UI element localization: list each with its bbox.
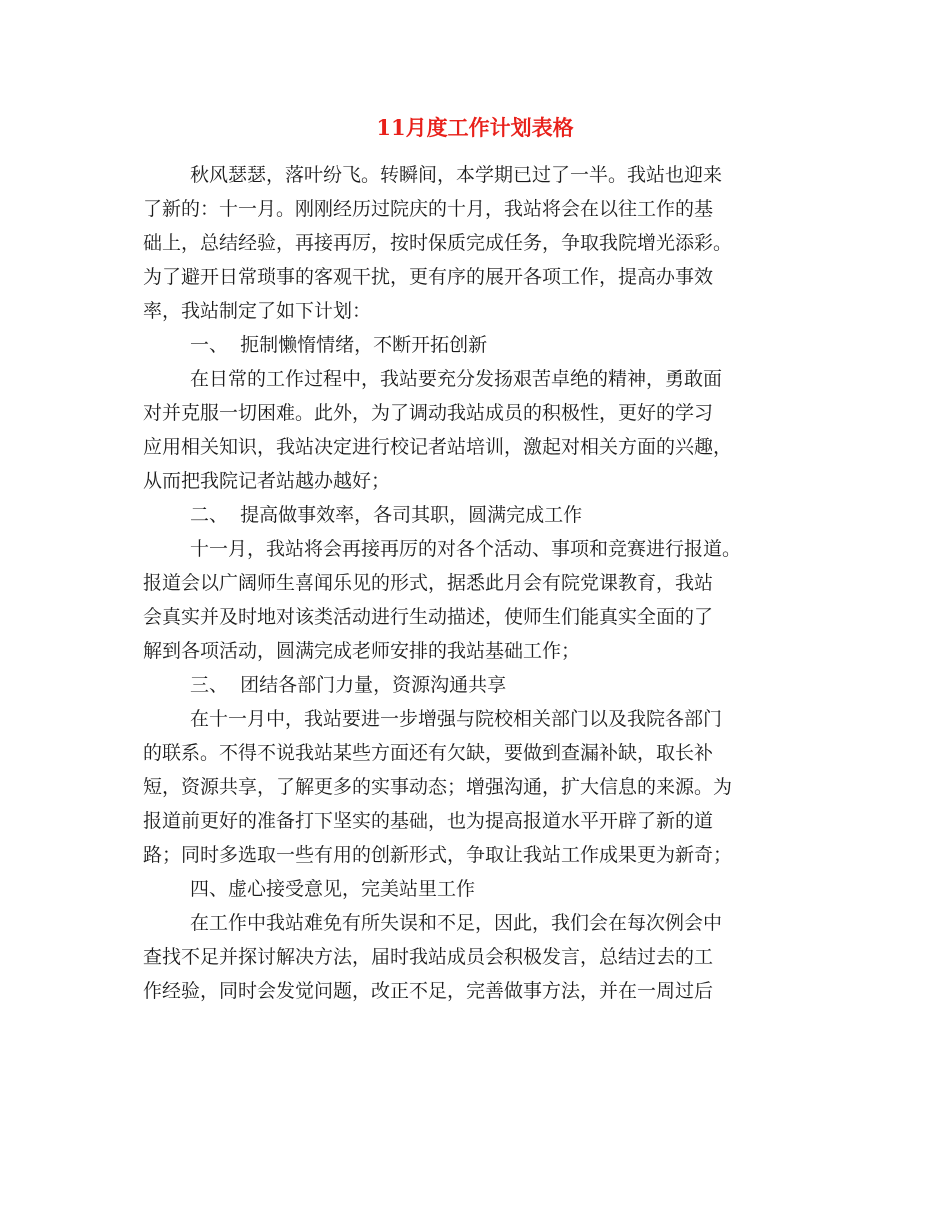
body-line: 会真实并及时地对该类活动进行生动描述，使师生们能真实全面的了	[143, 606, 714, 628]
body-line: 秋风瑟瑟，落叶纷飞。转瞬间，本学期已过了一半。我站也迎来	[190, 164, 723, 186]
body-line: 查找不足并探讨解决方法，届时我站成员会积极发言，总结过去的工	[143, 946, 714, 968]
body-line: 报道会以广阔师生喜闻乐见的形式，据悉此月会有院党课教育，我站	[143, 572, 714, 594]
body-line: 对并克服一切困难。此外，为了调动我站成员的积极性，更好的学习	[143, 402, 714, 424]
section-heading: 四、虚心接受意见，完美站里工作	[190, 878, 476, 900]
body-line: 解到各项活动，圆满完成老师安排的我站基础工作；	[143, 640, 581, 662]
body-line: 报道前更好的准备打下坚实的基础，也为提高报道水平开辟了新的道	[143, 810, 714, 832]
body-line: 路；同时多选取一些有用的创新形式，争取让我站工作成果更为新奇；	[143, 844, 733, 866]
body-line: 从而把我院记者站越办越好；	[143, 470, 391, 492]
body-line: 作经验，同时会发觉问题，改正不足，完善做事方法，并在一周过后	[143, 980, 714, 1002]
document-title: 11月度工作计划表格	[376, 115, 574, 140]
body-line: 在日常的工作过程中，我站要充分发扬艰苦卓绝的精神，勇敢面	[190, 368, 723, 390]
body-line: 短，资源共享，了解更多的实事动态；增强沟通，扩大信息的来源。为	[143, 776, 733, 798]
body-line: 十一月，我站将会再接再厉的对各个活动、事项和竞赛进行报道。	[190, 538, 742, 560]
body-line: 在十一月中，我站要进一步增强与院校相关部门以及我院各部门	[190, 708, 723, 730]
body-line: 了新的：十一月。刚刚经历过院庆的十月，我站将会在以往工作的基	[143, 198, 714, 220]
body-line: 率，我站制定了如下计划：	[143, 300, 372, 322]
section-heading: 三、 团结各部门力量，资源沟通共享	[190, 674, 507, 696]
section-heading: 一、 扼制懒惰情绪，不断开拓创新	[190, 334, 488, 356]
body-line: 础上，总结经验，再接再厉，按时保质完成任务，争取我院增光添彩。	[143, 232, 733, 254]
body-line: 应用相关知识，我站决定进行校记者站培训，激起对相关方面的兴趣，	[143, 436, 733, 458]
body-line: 在工作中我站难免有所失误和不足，因此，我们会在每次例会中	[190, 912, 723, 934]
body-line: 为了避开日常琐事的客观干扰，更有序的展开各项工作，提高办事效	[143, 266, 714, 288]
section-heading: 二、 提高做事效率，各司其职，圆满完成工作	[190, 504, 583, 526]
body-line: 的联系。不得不说我站某些方面还有欠缺，要做到查漏补缺，取长补	[143, 742, 714, 764]
